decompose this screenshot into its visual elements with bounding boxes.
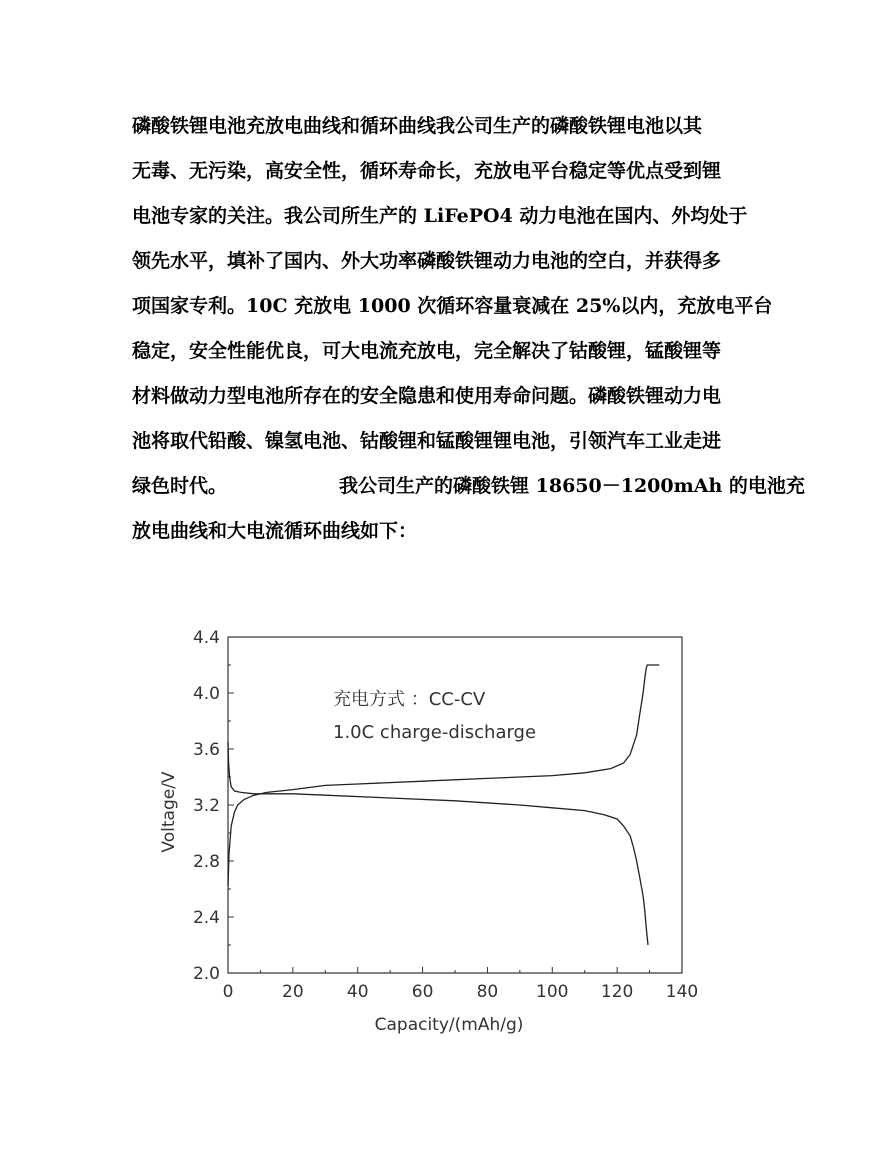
x-tick-label: 140 (665, 982, 699, 1002)
paragraph-line: 稳定，安全性能优良，可大电流充放电，完全解决了钴酸锂，锰酸锂等 (132, 340, 722, 362)
y-tick-label: 2.4 (192, 908, 220, 928)
voltage-capacity-chart (150, 615, 710, 1055)
axis-ticks (228, 637, 682, 973)
y-tick-label: 4.0 (192, 684, 220, 704)
y-tick-label: 2.0 (192, 964, 220, 984)
y-tick-label: 3.2 (192, 796, 220, 816)
x-tick-label: 0 (222, 982, 234, 1002)
x-axis-label: Capacity/(mAh/g) (374, 1015, 524, 1035)
paragraph-line: 材料做动力型电池所存在的安全隐患和使用寿命问题。磷酸铁锂动力电 (132, 385, 722, 407)
paragraph-line: 磷酸铁锂电池充放电曲线和循环曲线我公司生产的磷酸铁锂电池以其 (132, 115, 703, 137)
x-tick-label: 20 (282, 982, 304, 1002)
paragraph-line: 项国家专利。10C 充放电 1000 次循环容量衰减在 25%以内，充放电平台 (132, 295, 773, 317)
x-tick-label: 40 (346, 982, 369, 1002)
plot-frame (228, 637, 682, 973)
y-tick-label: 3.6 (192, 740, 220, 760)
x-tick-label: 60 (411, 982, 434, 1002)
paragraph-line (132, 473, 805, 499)
x-tick-label: 100 (536, 982, 569, 1002)
paragraph-line-part: 绿色时代。 (132, 475, 228, 497)
chart-annotation-line1: 充电方式 ：CC-CV (333, 689, 486, 710)
paragraph-line: 无毒、无污染，高安全性，循环寿命长，充放电平台稳定等优点受到锂 (132, 160, 722, 182)
paragraph-line: 电池专家的关注。我公司所生产的 LiFePO4 动力电池在国内、外均处于 (132, 205, 748, 227)
paragraph-line: 领先水平，填补了国内、外大功率磷酸铁锂动力电池的空白，并获得多 (132, 250, 722, 272)
paragraph-line-part: 我公司生产的磷酸铁锂 18650－1200mAh 的电池充 (339, 475, 805, 497)
x-tick-label: 80 (476, 982, 499, 1002)
y-tick-label: 2.8 (192, 852, 220, 872)
y-tick-label: 4.4 (192, 628, 220, 648)
y-axis-label: Voltage/V (159, 771, 179, 853)
x-tick-label: 120 (600, 982, 634, 1002)
chart-annotation-line2: 1.0C charge-discharge (333, 722, 537, 743)
tick-labels (193, 628, 698, 1002)
paragraph-line: 池将取代铅酸、镍氢电池、钴酸锂和锰酸锂锂电池，引领汽车工业走进 (132, 430, 722, 452)
paragraph-line: 放电曲线和大电流循环曲线如下： (132, 520, 418, 542)
